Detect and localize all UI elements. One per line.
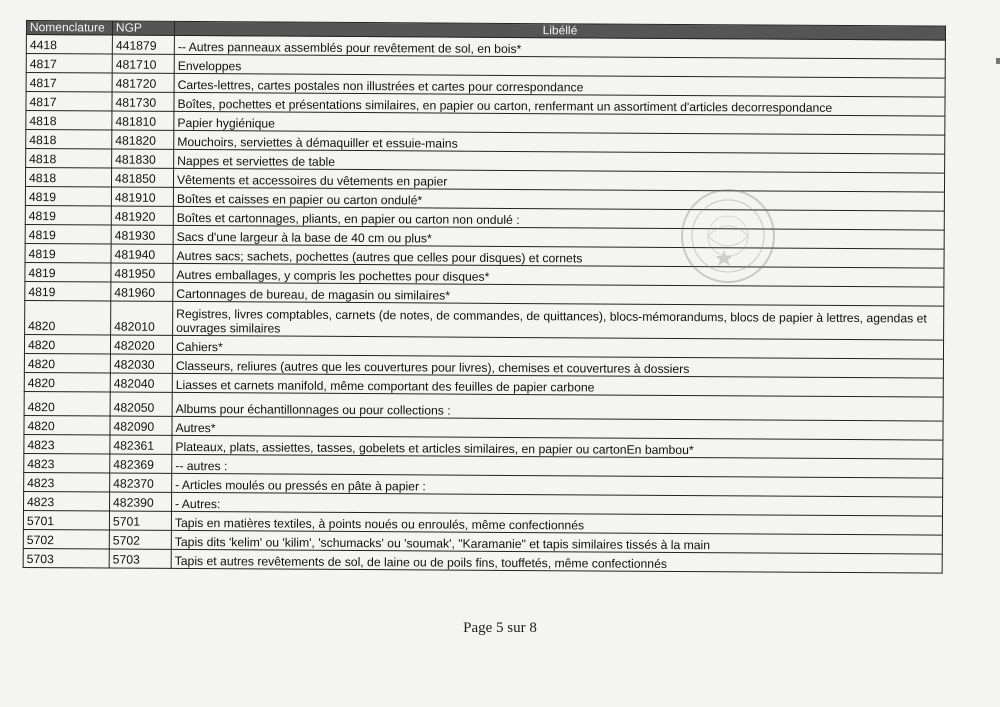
nomenclature-cell: 4819 bbox=[25, 186, 111, 206]
libelle-cell: Autres emballages, y compris les pochettes pour disques* bbox=[173, 263, 944, 287]
libelle-cell: Boîtes, pochettes et présentations similaires, en papier ou carton, renfermant un assortiment d'articles decorrespondance bbox=[174, 92, 945, 116]
official-stamp-icon bbox=[678, 186, 778, 286]
libelle-cell: Plateaux, plats, assiettes, tasses, gobelets et articles similaires, en papier ou cartonEn bambou* bbox=[172, 435, 943, 459]
ngp-cell: 482030 bbox=[110, 354, 172, 373]
nomenclature-cell: 4820 bbox=[24, 415, 110, 435]
libelle-cell: - Autres: bbox=[172, 492, 943, 516]
ngp-cell: 5701 bbox=[109, 511, 171, 530]
libelle-cell: Cahiers* bbox=[172, 335, 943, 359]
header-ngp: NGP bbox=[112, 21, 174, 35]
libelle-cell: Registres, livres comptables, carnets (de notes, de commandes, de quittances), blocs-mémorandums, blocs de papier à lettres, agendas et ouvrages similaires bbox=[173, 301, 944, 340]
nomenclature-cell: 4818 bbox=[26, 130, 112, 150]
table-body bbox=[23, 35, 945, 574]
ngp-cell: 482040 bbox=[110, 373, 172, 392]
libelle-cell: Autres* bbox=[172, 416, 943, 440]
ngp-cell: 482090 bbox=[110, 416, 172, 435]
page-number: Page 5 sur 8 bbox=[463, 620, 537, 636]
nomenclature-cell: 4819 bbox=[25, 224, 111, 244]
libelle-cell: Vêtements et accessoires du vêtements en papier bbox=[173, 168, 944, 192]
nomenclature-cell: 4818 bbox=[26, 111, 112, 131]
ngp-cell: 481850 bbox=[111, 168, 173, 187]
nomenclature-cell: 5703 bbox=[23, 548, 109, 568]
ngp-cell: 482050 bbox=[110, 392, 172, 416]
nomenclature-cell: 4820 bbox=[25, 300, 111, 335]
ngp-cell: 5702 bbox=[109, 530, 171, 549]
document-page bbox=[23, 20, 956, 574]
ngp-cell: 481820 bbox=[112, 130, 174, 149]
libelle-cell: Boîtes et cartonnages, pliants, en papier ou carton non ondulé : bbox=[173, 206, 944, 230]
libelle-cell: Mouchoirs, serviettes à démaquiller et essuie-mains bbox=[174, 130, 945, 154]
libelle-cell: Classeurs, reliures (autres que les couvertures pour livres), chemises et couvertures à dossiers bbox=[172, 354, 943, 378]
libelle-cell: Tapis en matières textiles, à points noués ou enroulés, même confectionnés bbox=[171, 511, 942, 535]
ngp-cell: 481720 bbox=[112, 73, 174, 92]
ngp-cell: 481920 bbox=[111, 206, 173, 225]
libelle-cell: Tapis et autres revêtements de sol, de laine ou de poils fins, touffetés, même confectionnés bbox=[171, 549, 942, 573]
libelle-cell: Liasses et carnets manifold, même comportant des feuilles de papier carbone bbox=[172, 373, 943, 397]
libelle-cell: - Articles moulés ou pressés en pâte à papier : bbox=[172, 473, 943, 497]
ngp-cell: 482390 bbox=[110, 492, 172, 511]
ngp-cell: 481910 bbox=[111, 187, 173, 206]
nomenclature-cell: 4418 bbox=[26, 35, 112, 55]
tariff-table bbox=[23, 20, 946, 574]
nomenclature-cell: 4820 bbox=[24, 391, 110, 416]
ngp-cell: 481710 bbox=[112, 54, 174, 73]
libelle-cell: Tapis dits 'kelim' ou 'kilim', 'schumacks' ou 'soumak', "Karamanie" et tapis similaires tissés à la main bbox=[171, 530, 942, 554]
libelle-cell: -- autres : bbox=[172, 454, 943, 478]
ngp-cell: 482369 bbox=[110, 454, 172, 473]
ngp-cell: 482010 bbox=[111, 301, 173, 335]
libelle-cell: Enveloppes bbox=[174, 54, 945, 78]
libelle-cell: Sacs d'une largeur à la base de 40 cm ou plus* bbox=[173, 225, 944, 249]
ngp-cell: 481950 bbox=[111, 263, 173, 282]
nomenclature-cell: 4818 bbox=[26, 149, 112, 169]
nomenclature-cell: 4820 bbox=[24, 353, 110, 373]
ngp-cell: 482020 bbox=[110, 335, 172, 354]
ngp-cell: 5703 bbox=[109, 549, 171, 568]
ngp-cell: 481730 bbox=[112, 92, 174, 111]
nomenclature-cell: 4817 bbox=[26, 54, 112, 74]
nomenclature-cell: 4823 bbox=[24, 491, 110, 511]
ngp-cell: 481960 bbox=[111, 282, 173, 301]
libelle-cell: Papier hygiénique bbox=[174, 111, 945, 135]
nomenclature-cell: 4823 bbox=[24, 472, 110, 492]
nomenclature-cell: 4819 bbox=[25, 281, 111, 301]
nomenclature-cell: 5701 bbox=[23, 510, 109, 530]
nomenclature-cell: 4823 bbox=[24, 453, 110, 473]
nomenclature-cell: 4817 bbox=[26, 92, 112, 112]
nomenclature-cell: 4820 bbox=[24, 372, 110, 392]
nomenclature-cell: 4819 bbox=[25, 262, 111, 282]
libelle-cell: Cartes-lettres, cartes postales non illustrées et cartes pour correspondance bbox=[174, 73, 945, 97]
table-row bbox=[25, 300, 944, 340]
ngp-cell: 481830 bbox=[112, 149, 174, 168]
header-libelle: Libéllé bbox=[174, 21, 945, 40]
libelle-cell: Albums pour échantillonnages ou pour collections : bbox=[172, 392, 943, 421]
ngp-cell: 481930 bbox=[111, 225, 173, 244]
nomenclature-cell: 5702 bbox=[23, 529, 109, 549]
ngp-cell: 482370 bbox=[110, 473, 172, 492]
ngp-cell: 481810 bbox=[112, 111, 174, 130]
libelle-cell: Autres sacs; sachets, pochettes (autres que celles pour disques) et cornets bbox=[173, 244, 944, 268]
ngp-cell: 481940 bbox=[111, 244, 173, 263]
edge-mark bbox=[996, 58, 1000, 64]
ngp-cell: 441879 bbox=[112, 35, 174, 54]
nomenclature-cell: 4820 bbox=[24, 334, 110, 354]
libelle-cell: Boîtes et caisses en papier ou carton ondulé* bbox=[173, 187, 944, 211]
nomenclature-cell: 4817 bbox=[26, 73, 112, 93]
libelle-cell: -- Autres panneaux assemblés pour revêtement de sol, en bois* bbox=[174, 35, 945, 59]
ngp-cell: 482361 bbox=[110, 435, 172, 454]
nomenclature-cell: 4819 bbox=[25, 205, 111, 225]
libelle-cell: Cartonnages de bureau, de magasin ou similaires* bbox=[173, 282, 944, 306]
header-nomenclature: Nomenclature bbox=[26, 21, 112, 36]
nomenclature-cell: 4818 bbox=[25, 168, 111, 188]
nomenclature-cell: 4823 bbox=[24, 434, 110, 454]
nomenclature-cell: 4819 bbox=[25, 243, 111, 263]
libelle-cell: Nappes et serviettes de table bbox=[174, 149, 945, 173]
